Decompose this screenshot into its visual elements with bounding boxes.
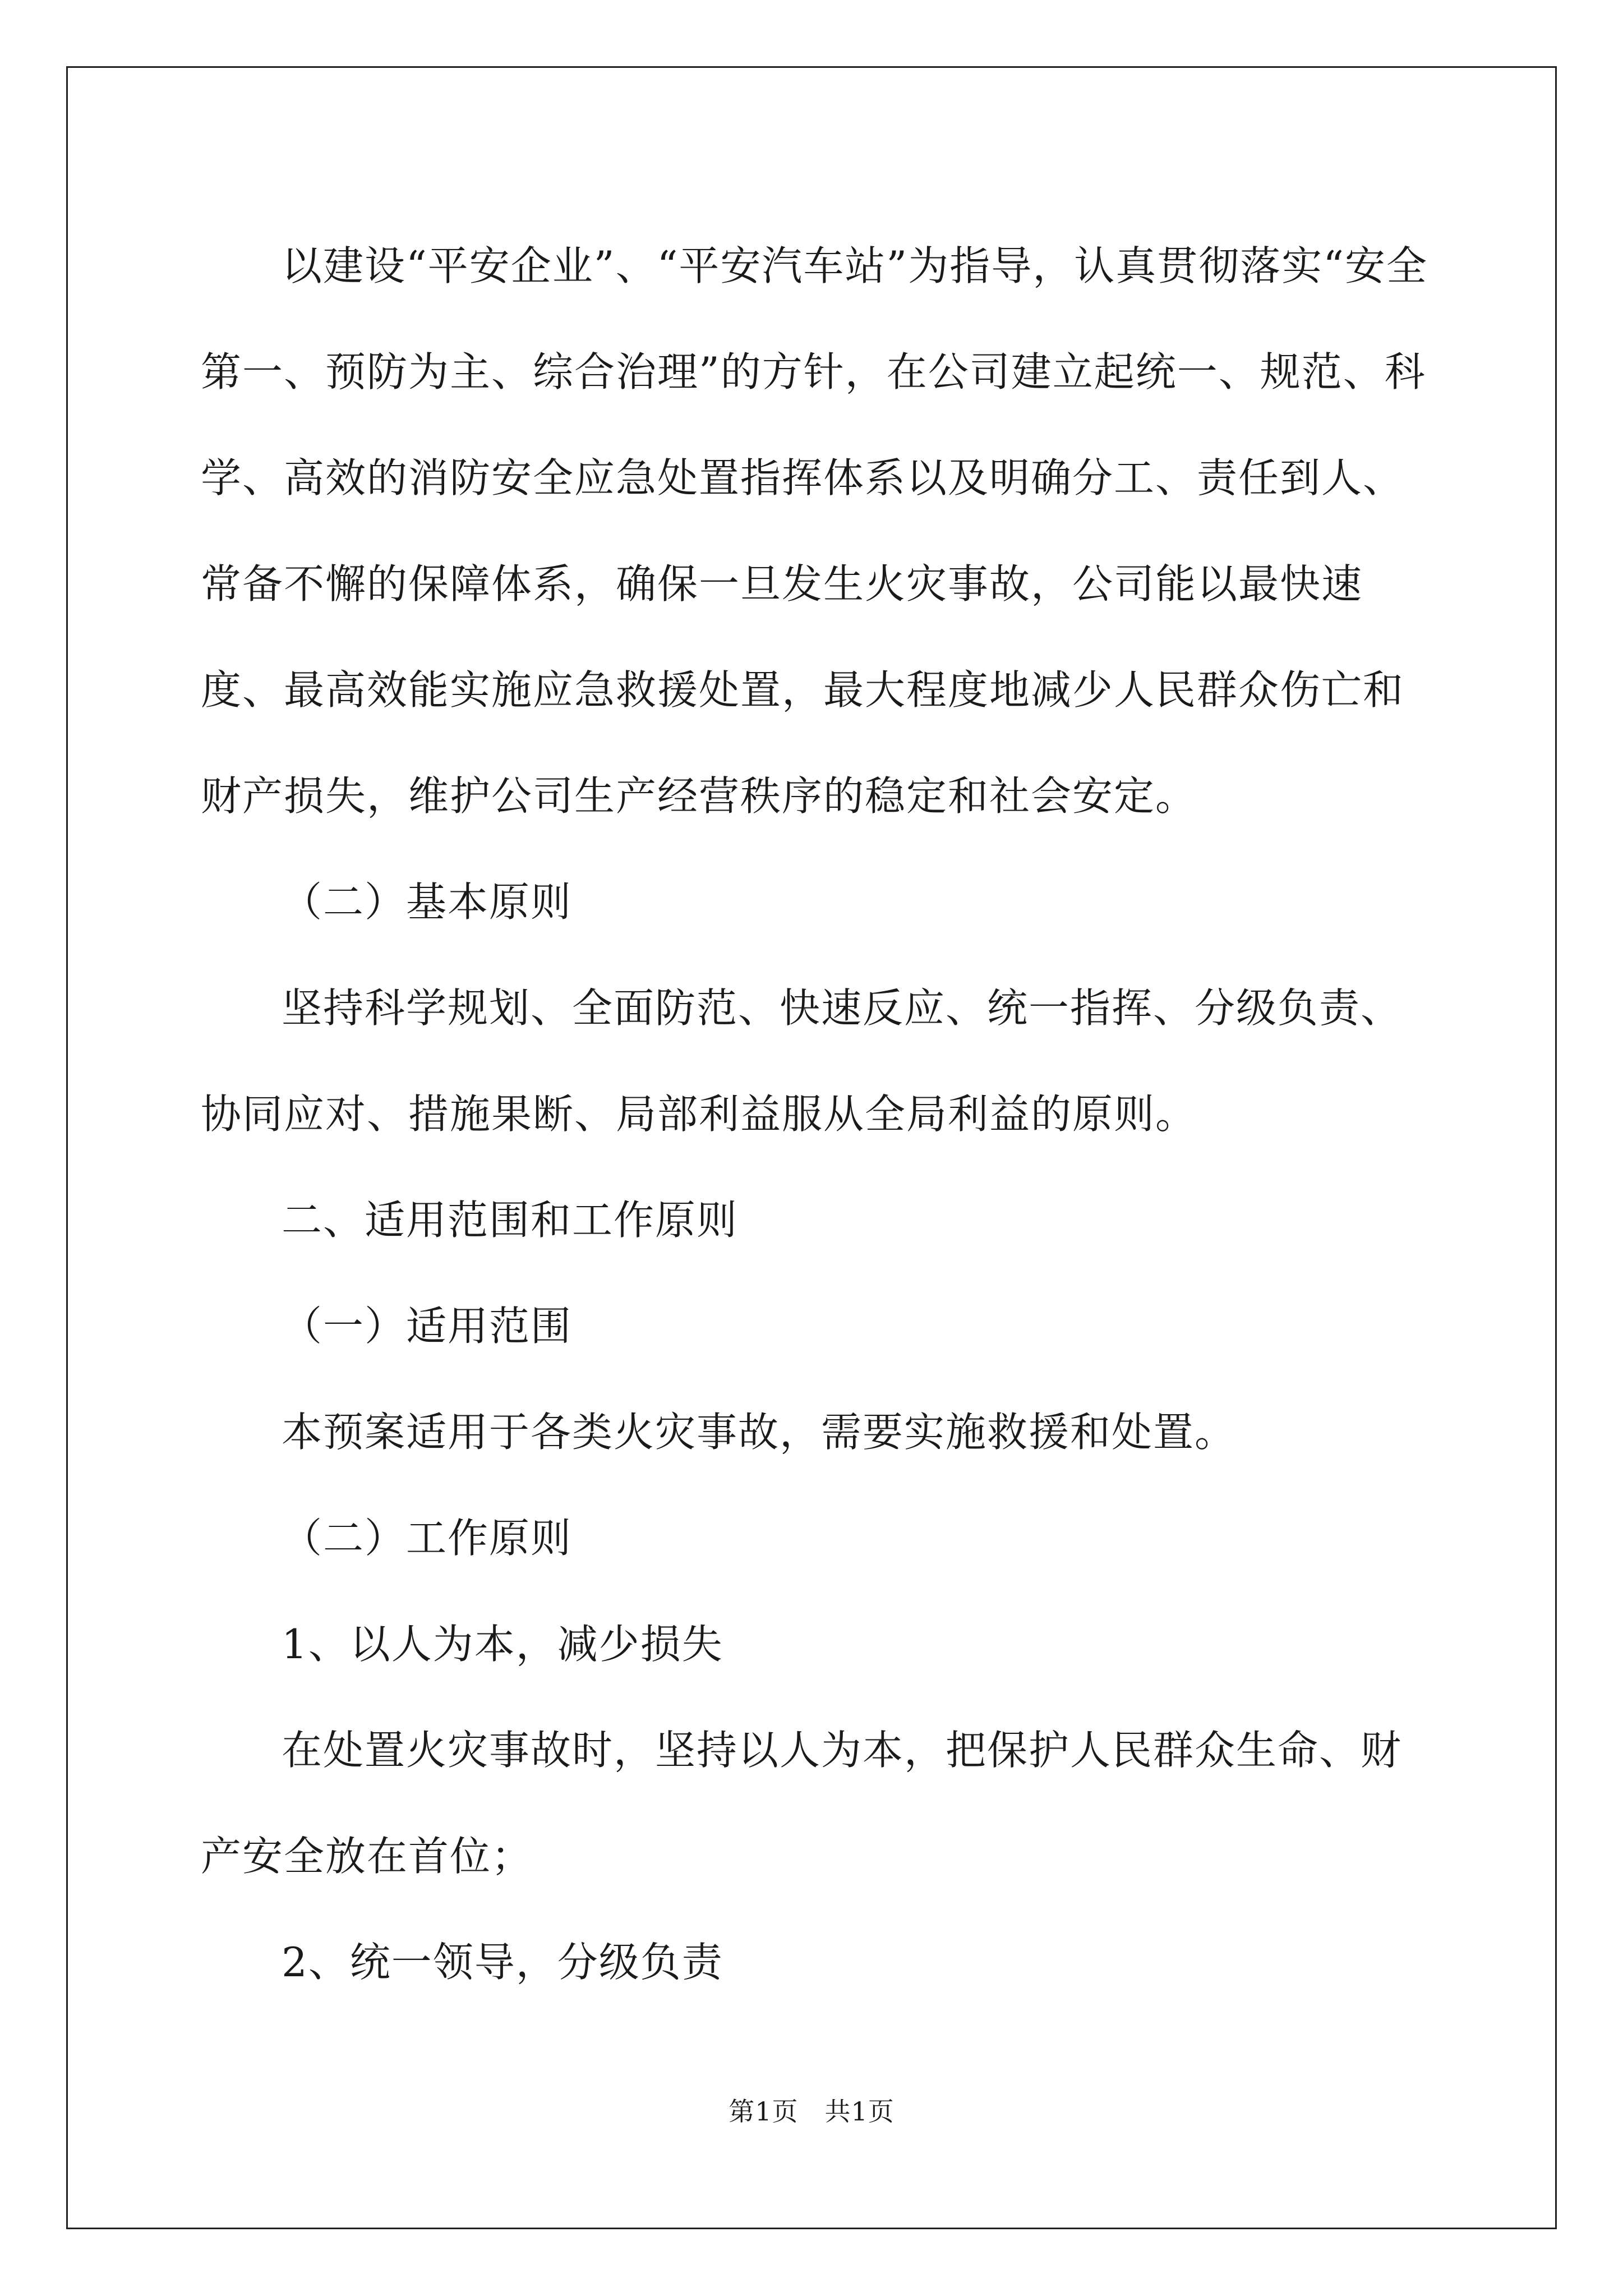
paragraph-people-first: 在处置火灾事故时，坚持以人为本，把保护人民群众生命、财产安全放在首位； [201, 1727, 1403, 1880]
heading-people-first: 1、以人为本，减少损失 [282, 1621, 723, 1668]
heading-scope: （一）适用范围 [282, 1303, 573, 1350]
page-number-footer: 第1页 共1页 [728, 2096, 895, 2127]
paragraph-guiding-principle: 以建设“平安企业”、“平安汽车站”为指导，认真贯彻落实“安全第一、预防为主、综合治理”的方针，在公司建立起统一、规范、科学、高效的消防安全应急处置指挥体系以及明确分工、责任到人、常备不懈的保障体系，确保一旦发生火灾事故，公司能以最快速度、最高效能实施应急救援处置，最大程度地减少人民群众伤亡和财产损失，维护公司生产经营秩序的稳定和社会安定。 [201, 242, 1428, 820]
heading-scope-and-principles: 二、适用范围和工作原则 [282, 1197, 739, 1244]
document-body [201, 213, 1435, 2016]
heading-basic-principles: （二）基本原则 [282, 878, 573, 926]
paragraph-basic-principles: 坚持科学规划、全面防范、快速反应、统一指挥、分级负责、协同应对、措施果断、局部利益服从全局利益的原则。 [201, 984, 1403, 1138]
heading-unified-leadership: 2、统一领导，分级负责 [282, 1939, 723, 1986]
paragraph-scope: 本预案适用于各类火灾事故，需要实施救援和处置。 [282, 1409, 1237, 1456]
heading-work-principles: （二）工作原则 [282, 1515, 573, 1562]
